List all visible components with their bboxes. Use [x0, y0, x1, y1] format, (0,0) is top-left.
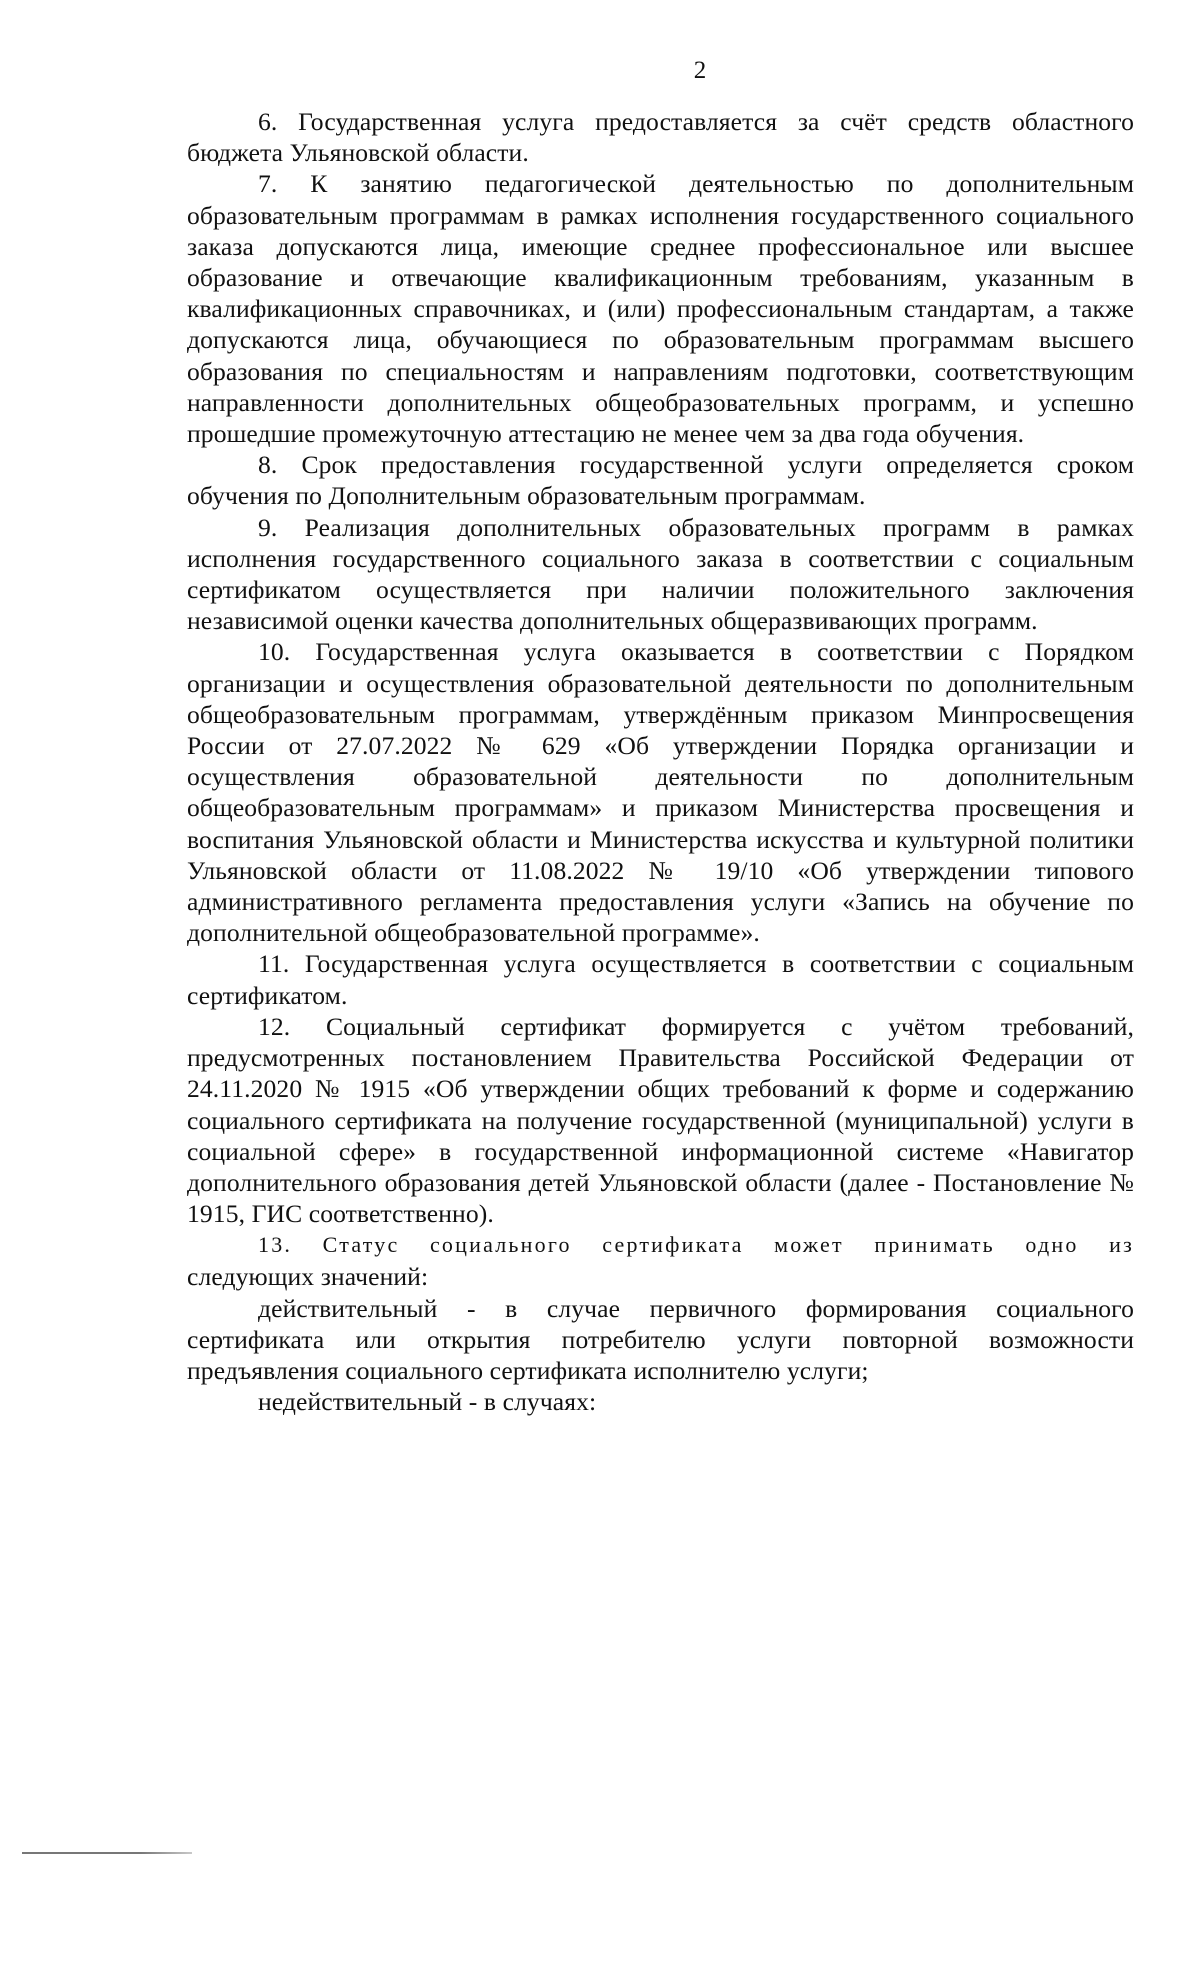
page-number: 2 — [693, 57, 707, 84]
paragraph-invalid-status: недействительный - в случаях: — [258, 1387, 597, 1417]
paragraph-8: 8. Срок предоставления государственной услуги определяется сроком обучения по Дополнительным образовательным программам. — [187, 450, 1134, 511]
paragraph-valid-status: действительный - в случае первичного формирования социального сертификата или открытия потребителю услуги повторной возможности предъявления социального сертификата исполнителю услуги; — [187, 1293, 1134, 1386]
paragraph-10: 10. Государственная услуга оказывается в соответствии с Порядком организации и осуществления образовательной деятельности по дополнительным общеобразовательным программам, утверждённым приказом Минпросвещения России от 27.07.2022 № 629 «Об утверждении Порядка организации и осуществления образовательной деятельности по дополнительным общеобразовательным программам» и приказом Министерства просвещения и воспитания Ульяновской области и Министерства искусства и культурной политики Ульяновской области от 11.08.2022 № 19/10 «Об утверждении типового административного регламента предоставления услуги «Запись на обучение по дополнительной общеобразовательной программе». — [187, 637, 1134, 948]
paragraph-11: 11. Государственная услуга осуществляется в соответствии с социальным сертификатом. — [187, 949, 1134, 1010]
paragraph-13-tail: следующих значений: — [187, 1261, 429, 1291]
scan-artifact-line — [22, 1852, 192, 1854]
paragraph-12: 12. Социальный сертификат формируется с учётом требований, предусмотренных постановлением Правительства Российской Федерации от 24.11.2020 № 1915 «Об утверждении общих требований к форме и содержанию социального сертификата на получение государственной (муниципальной) услуги в социальной сфере» в государственной информационной системе «Навигатор дополнительного образования детей Ульяновской области (далее - Постановление № 1915, ГИС соответственно). — [187, 1011, 1134, 1229]
paragraph-9: 9. Реализация дополнительных образовательных программ в рамках исполнения государственного социального заказа в соответствии с социальным сертификатом осуществляется при наличии положительного заключения независимой оценки качества дополнительных общеразвивающих программ. — [187, 512, 1134, 636]
document-body — [187, 106, 1134, 1418]
paragraph-7: 7. К занятию педагогической деятельностью по дополнительным образовательным программам в рамках исполнения государственного социального заказа допускаются лица, имеющие среднее профессиональное или высшее образование и отвечающие квалификационным требованиям, указанным в квалификационных справочниках, и (или) профессиональным стандартам, а также допускаются лица, обучающиеся по образовательным программам высшего образования по специальностям и направлениям подготовки, соответствующим направленности дополнительных общеобразовательных программ, и успешно прошедшие промежуточную аттестацию не менее чем за два года обучения. — [187, 169, 1134, 449]
paragraph-13-lead: 13. Статус социального сертификата может принимать одно из — [258, 1232, 1134, 1258]
paragraph-13 — [187, 1229, 1134, 1292]
paragraph-6: 6. Государственная услуга предоставляется за счёт средств областного бюджета Ульяновской области. — [187, 107, 1134, 168]
